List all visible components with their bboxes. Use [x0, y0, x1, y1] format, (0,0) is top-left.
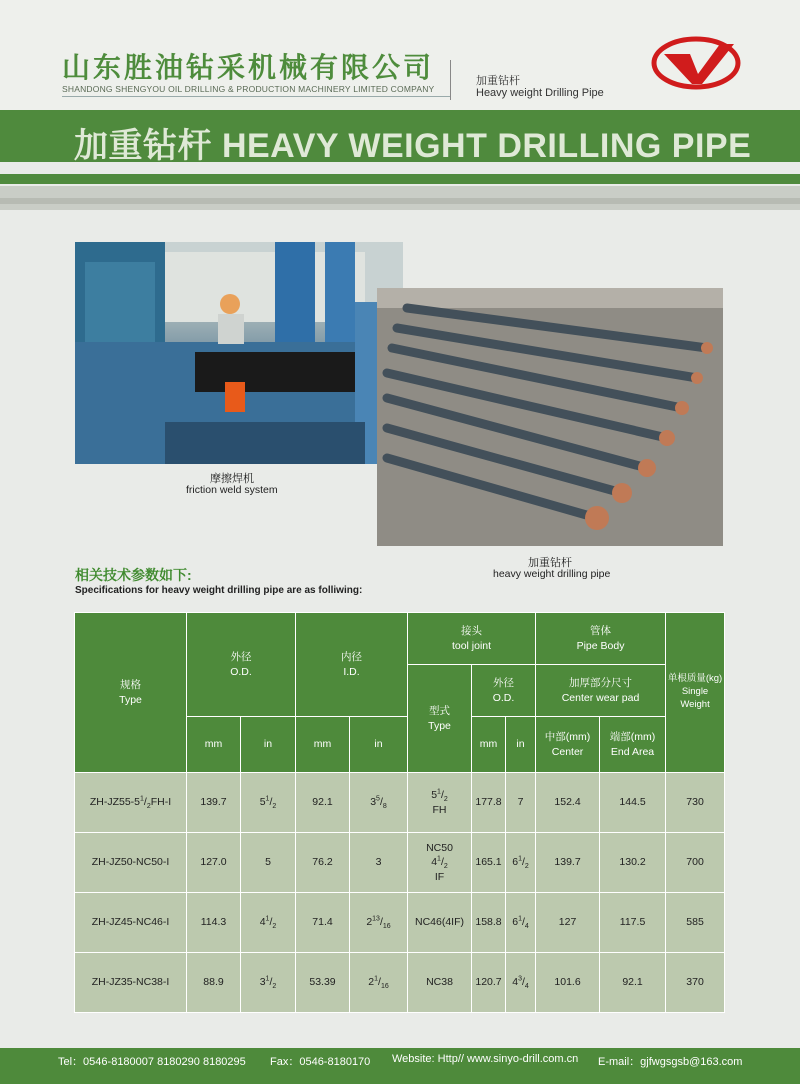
cell-id-mm: 92.1 — [296, 773, 350, 833]
header-divider — [450, 60, 451, 100]
cell-od-mm: 127.0 — [187, 833, 241, 893]
cell-id-mm: 71.4 — [296, 893, 350, 953]
header-single-weight: 单根质量(kg) Single Weight — [666, 613, 725, 773]
specs-heading-en: Specifications for heavy weight drilling pipe are as folliwing: — [75, 585, 363, 596]
header-pipe-body: 管体 Pipe Body — [536, 613, 666, 665]
cell-id-in: 3 — [350, 833, 408, 893]
unit-tj-mm: mm — [472, 717, 506, 773]
cell-weight: 585 — [666, 893, 725, 953]
fraction-slash: / — [440, 856, 444, 869]
category-label-en: Heavy weight Drilling Pipe — [476, 87, 604, 99]
table-row — [75, 893, 725, 953]
cell-id-in: $3^5/_8$ — [350, 773, 408, 833]
table-row — [75, 953, 725, 1013]
company-name-cn: 山东胜油钻采机械有限公司 — [62, 51, 435, 84]
cell-od-in: $4^1/_2$ — [241, 893, 296, 953]
cell-tj-od-mm: 177.8 — [472, 773, 506, 833]
cell-weight: 730 — [666, 773, 725, 833]
decor-band — [0, 174, 800, 184]
unit-id-in: in — [350, 717, 408, 773]
header-tj-od: 外径 O.D. — [472, 665, 536, 717]
photo1-caption-cn: 摩擦焊机 — [210, 473, 254, 485]
fraction-slash: / — [269, 796, 273, 809]
pipe-stack-photo — [377, 288, 723, 546]
footer-fax: Fax：0546-8180170 — [270, 1056, 371, 1068]
cell-type: ZH-JZ50-NC50-I — [75, 833, 187, 893]
cell-od-mm: 88.9 — [187, 953, 241, 1013]
header-end-area: 端部(mm) End Area — [600, 717, 666, 773]
cell-tj-od-in: $6^1/_2$ — [506, 833, 536, 893]
footer-website: Website: Http// www.sinyo-drill.com.cn — [392, 1053, 579, 1065]
table-row — [75, 833, 725, 893]
cell-id-mm: 53.39 — [296, 953, 350, 1013]
cell-center: 152.4 — [536, 773, 600, 833]
cell-tj-od-mm: 158.8 — [472, 893, 506, 953]
header-type: 规格 Type — [75, 613, 187, 773]
cell-tj-type: NC50 $4^1/_2$ IF — [408, 833, 472, 893]
fraction-slash: / — [521, 916, 525, 929]
photo1-caption-en: friction weld system — [186, 484, 278, 496]
fraction-slash: / — [378, 976, 381, 989]
brand-logo-icon — [650, 34, 742, 92]
cell-tj-type: NC38 — [408, 953, 472, 1013]
photo2-caption-cn: 加重钻杆 — [528, 557, 572, 569]
fraction-slash: / — [269, 916, 273, 929]
fraction-slash: / — [269, 976, 273, 989]
cell-tj-type: NC46(4IF) — [408, 893, 472, 953]
header-od: 外径 O.D. — [187, 613, 296, 717]
cell-center: 101.6 — [536, 953, 600, 1013]
photo2-caption-en: heavy weight drilling pipe — [493, 568, 611, 580]
unit-tj-in: in — [506, 717, 536, 773]
header-id: 内径 I.D. — [296, 613, 408, 717]
cell-end-area: 130.2 — [600, 833, 666, 893]
cell-center: 127 — [536, 893, 600, 953]
cell-tj-od-in: 7 — [506, 773, 536, 833]
cell-od-in: 5 — [241, 833, 296, 893]
cell-id-in: $2^1/_{16}$ — [350, 953, 408, 1013]
header-tool-joint: 接头 tool joint — [408, 613, 536, 665]
header-center: 中部(mm) Center — [536, 717, 600, 773]
header-wear-pad: 加厚部分尺寸 Center wear pad — [536, 665, 666, 717]
cell-type: ZH-JZ35-NC38-I — [75, 953, 187, 1013]
cell-id-mm: 76.2 — [296, 833, 350, 893]
cell-tj-od-mm: 120.7 — [472, 953, 506, 1013]
fraction-slash: / — [521, 856, 525, 869]
cell-type: ZH-JZ45-NC46-I — [75, 893, 187, 953]
cell-od-mm: 139.7 — [187, 773, 241, 833]
cell-tj-od-in: $6^1/_4$ — [506, 893, 536, 953]
unit-od-mm: mm — [187, 717, 241, 773]
cell-end-area: 117.5 — [600, 893, 666, 953]
category-label-cn: 加重钻杆 — [476, 75, 520, 87]
cell-type: $ZH-JZ55-5^1/_2FH-I$ — [75, 773, 187, 833]
fraction-slash: / — [521, 976, 525, 989]
cell-weight: 700 — [666, 833, 725, 893]
fraction-slash: / — [379, 796, 383, 809]
cell-end-area: 92.1 — [600, 953, 666, 1013]
cell-tj-od-in: $4^3/_4$ — [506, 953, 536, 1013]
cell-od-mm: 114.3 — [187, 893, 241, 953]
page-title: 加重钻杆 HEAVY WEIGHT DRILLING PIPE — [74, 127, 752, 165]
header-tj-type: 型式 Type — [408, 665, 472, 773]
unit-id-mm: mm — [296, 717, 350, 773]
specs-heading-cn: 相关技术参数如下: — [75, 567, 192, 583]
fraction-slash: / — [379, 916, 383, 929]
cell-end-area: 144.5 — [600, 773, 666, 833]
friction-weld-photo — [75, 242, 403, 464]
cell-od-in: $3^1/_2$ — [241, 953, 296, 1013]
footer-tel: Tel：0546-8180007 8180290 8180295 — [58, 1056, 246, 1068]
cell-od-in: $5^1/_2$ — [241, 773, 296, 833]
decor-band-stripe — [0, 198, 800, 204]
cell-tj-type: $5^1/_2$ FH — [408, 773, 472, 833]
cell-id-in: $2^{13}/_{16}$ — [350, 893, 408, 953]
unit-od-in: in — [241, 717, 296, 773]
header-underline — [62, 96, 450, 97]
table-row — [75, 773, 725, 833]
company-name-en: SHANDONG SHENGYOU OIL DRILLING & PRODUCTION MACHINERY LIMITED COMPANY — [62, 84, 435, 94]
fraction-slash: / — [440, 789, 444, 802]
cell-center: 139.7 — [536, 833, 600, 893]
cell-weight: 370 — [666, 953, 725, 1013]
cell-tj-od-mm: 165.1 — [472, 833, 506, 893]
footer-email: E-mail：gjfwgsgsb@163.com — [598, 1056, 743, 1068]
specs-table — [74, 612, 725, 1013]
